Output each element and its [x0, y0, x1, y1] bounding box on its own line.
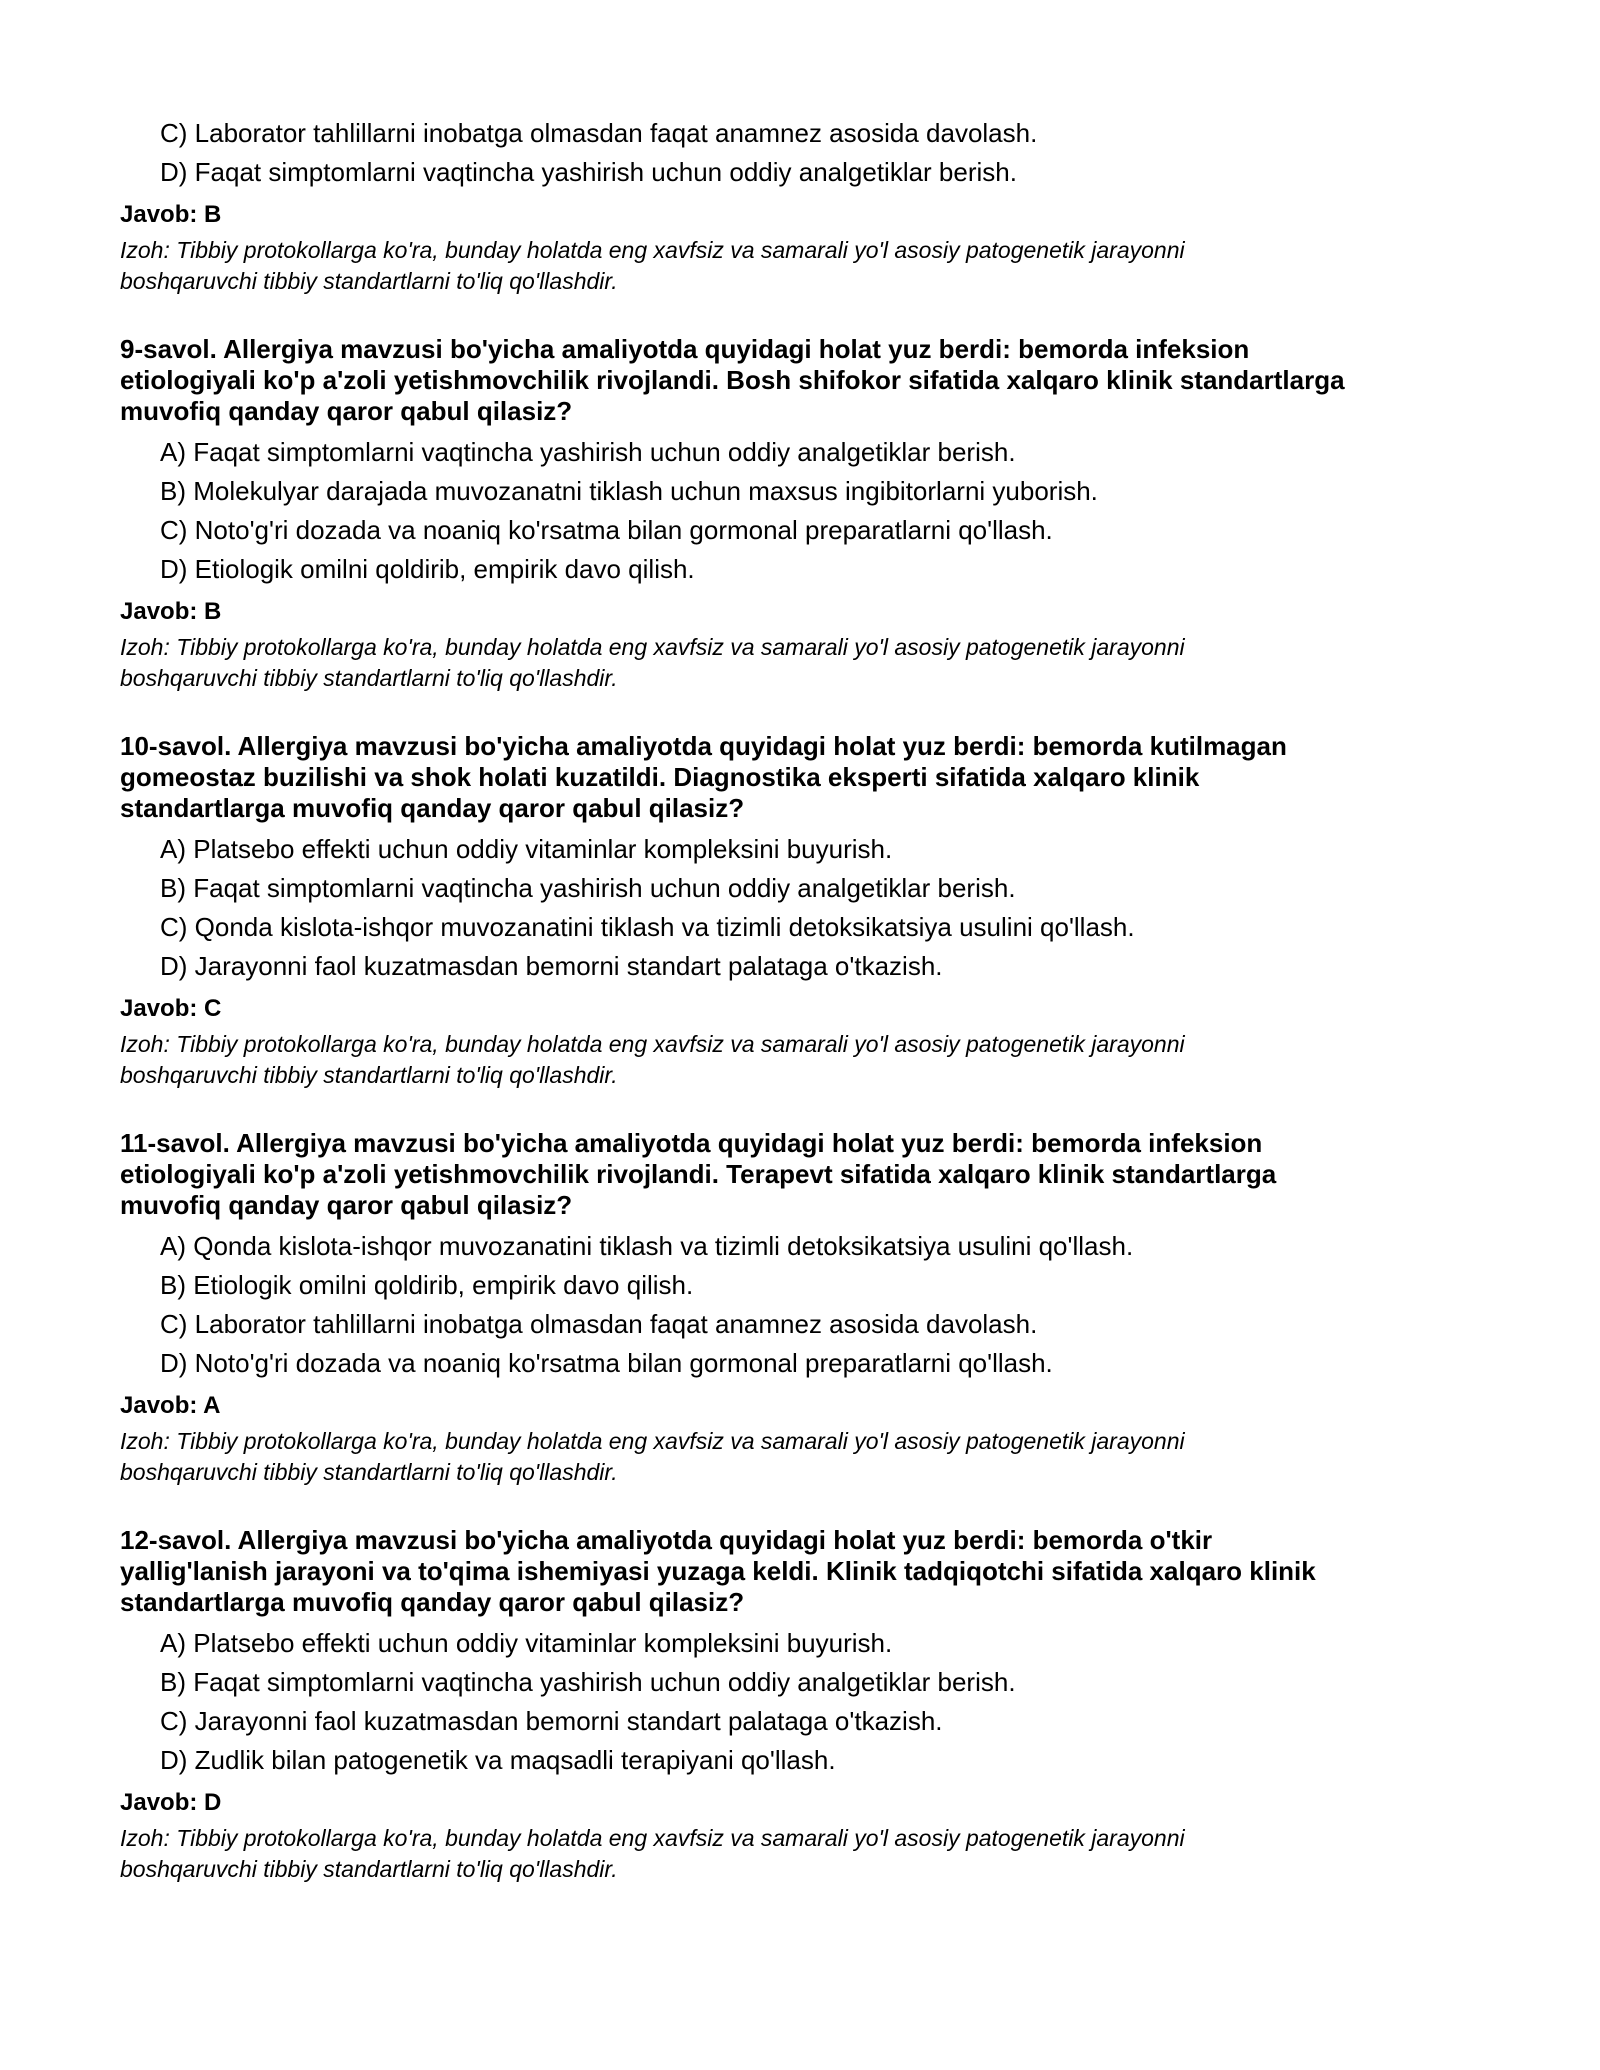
note-line: Izoh: Tibbiy protokollarga ko'ra, bunday holatda eng xavfsiz va samarali yo'l asosiy patogenetik jarayonni [120, 1428, 1185, 1454]
question-12 [120, 1525, 1510, 1885]
question-title-line: muvofiq qanday qaror qabul qilasiz? [120, 1190, 573, 1220]
explanation-note [120, 1029, 1510, 1091]
answer-label: Javob: B [120, 201, 222, 228]
option-a: A) Qonda kislota-ishqor muvozanatini tiklash va tizimli detoksikatsiya usulini qo'llash. [160, 1231, 1134, 1261]
question-title-line: muvofiq qanday qaror qabul qilasiz? [120, 396, 573, 426]
question-title-line: 9-savol. Allergiya mavzusi bo'yicha amaliyotda quyidagi holat yuz berdi: bemorda infeksion [120, 334, 1250, 364]
question-title-line: yallig'lanish jarayoni va to'qima ishemiyasi yuzaga keldi. Klinik tadqiqotchi sifatida xalqaro klinik [120, 1556, 1316, 1586]
question-title-line: etiologiyali ko'p a'zoli yetishmovchilik rivojlandi. Bosh shifokor sifatida xalqaro klinik standartlarga [120, 365, 1345, 395]
option-c: C) Laborator tahlillarni inobatga olmasdan faqat anamnez asosida davolash. [160, 118, 1038, 148]
option-c: C) Qonda kislota-ishqor muvozanatini tiklash va tizimli detoksikatsiya usulini qo'llash. [160, 912, 1135, 942]
explanation-note [120, 235, 1510, 297]
question-title [120, 731, 1510, 824]
question-title-line: 11-savol. Allergiya mavzusi bo'yicha amaliyotda quyidagi holat yuz berdi: bemorda infeksion [120, 1128, 1263, 1158]
option-c: C) Jarayonni faol kuzatmasdan bemorni standart palataga o'tkazish. [160, 1706, 943, 1736]
note-line: Izoh: Tibbiy protokollarga ko'ra, bunday holatda eng xavfsiz va samarali yo'l asosiy patogenetik jarayonni [120, 1825, 1185, 1851]
document-page [120, 118, 1510, 1885]
note-line: boshqaruvchi tibbiy standartlarni to'liq qo'llashdir. [120, 1856, 618, 1882]
question-title [120, 334, 1510, 427]
question-9 [120, 334, 1510, 694]
question-title-line: gomeostaz buzilishi va shok holati kuzatildi. Diagnostika eksperti sifatida xalqaro klinik [120, 762, 1200, 792]
question-8-tail [120, 118, 1510, 297]
note-line: Izoh: Tibbiy protokollarga ko'ra, bunday holatda eng xavfsiz va samarali yo'l asosiy patogenetik jarayonni [120, 1031, 1185, 1057]
option-c: C) Laborator tahlillarni inobatga olmasdan faqat anamnez asosida davolash. [160, 1309, 1038, 1339]
question-11 [120, 1128, 1510, 1488]
note-line: boshqaruvchi tibbiy standartlarni to'liq qo'llashdir. [120, 665, 618, 691]
explanation-note [120, 1426, 1510, 1488]
question-title [120, 1525, 1510, 1618]
option-d: D) Jarayonni faol kuzatmasdan bemorni standart palataga o'tkazish. [160, 951, 943, 981]
note-line: Izoh: Tibbiy protokollarga ko'ra, bunday holatda eng xavfsiz va samarali yo'l asosiy patogenetik jarayonni [120, 634, 1185, 660]
question-title [120, 1128, 1510, 1221]
explanation-note [120, 632, 1510, 694]
option-d: D) Etiologik omilni qoldirib, empirik davo qilish. [160, 554, 695, 584]
answer-label: Javob: D [120, 1789, 222, 1816]
note-line: boshqaruvchi tibbiy standartlarni to'liq qo'llashdir. [120, 1459, 618, 1485]
option-b: B) Faqat simptomlarni vaqtincha yashirish uchun oddiy analgetiklar berish. [160, 1667, 1016, 1697]
note-line: Izoh: Tibbiy protokollarga ko'ra, bunday holatda eng xavfsiz va samarali yo'l asosiy patogenetik jarayonni [120, 237, 1185, 263]
option-a: A) Faqat simptomlarni vaqtincha yashirish uchun oddiy analgetiklar berish. [160, 437, 1016, 467]
option-d: D) Noto'g'ri dozada va noaniq ko'rsatma bilan gormonal preparatlarni qo'llash. [160, 1348, 1053, 1378]
option-b: B) Molekulyar darajada muvozanatni tiklash uchun maxsus ingibitorlarni yuborish. [160, 476, 1098, 506]
option-a: A) Platsebo effekti uchun oddiy vitaminlar kompleksini buyurish. [160, 1628, 893, 1658]
question-title-line: 10-savol. Allergiya mavzusi bo'yicha amaliyotda quyidagi holat yuz berdi: bemorda kutilmagan [120, 731, 1287, 761]
explanation-note [120, 1823, 1510, 1885]
question-title-line: 12-savol. Allergiya mavzusi bo'yicha amaliyotda quyidagi holat yuz berdi: bemorda o'tkir [120, 1525, 1213, 1555]
option-d: D) Zudlik bilan patogenetik va maqsadli terapiyani qo'llash. [160, 1745, 836, 1775]
answer-label: Javob: A [120, 1392, 221, 1419]
answer-label: Javob: C [120, 995, 222, 1022]
answer-label: Javob: B [120, 598, 222, 625]
question-title-line: standartlarga muvofiq qanday qaror qabul qilasiz? [120, 793, 745, 823]
note-line: boshqaruvchi tibbiy standartlarni to'liq qo'llashdir. [120, 268, 618, 294]
option-b: B) Etiologik omilni qoldirib, empirik davo qilish. [160, 1270, 694, 1300]
option-b: B) Faqat simptomlarni vaqtincha yashirish uchun oddiy analgetiklar berish. [160, 873, 1016, 903]
option-a: A) Platsebo effekti uchun oddiy vitaminlar kompleksini buyurish. [160, 834, 893, 864]
question-title-line: standartlarga muvofiq qanday qaror qabul qilasiz? [120, 1587, 745, 1617]
option-c: C) Noto'g'ri dozada va noaniq ko'rsatma bilan gormonal preparatlarni qo'llash. [160, 515, 1053, 545]
question-title-line: etiologiyali ko'p a'zoli yetishmovchilik rivojlandi. Terapevt sifatida xalqaro klinik standartlarga [120, 1159, 1277, 1189]
question-10 [120, 731, 1510, 1091]
note-line: boshqaruvchi tibbiy standartlarni to'liq qo'llashdir. [120, 1062, 618, 1088]
option-d: D) Faqat simptomlarni vaqtincha yashirish uchun oddiy analgetiklar berish. [160, 157, 1017, 187]
